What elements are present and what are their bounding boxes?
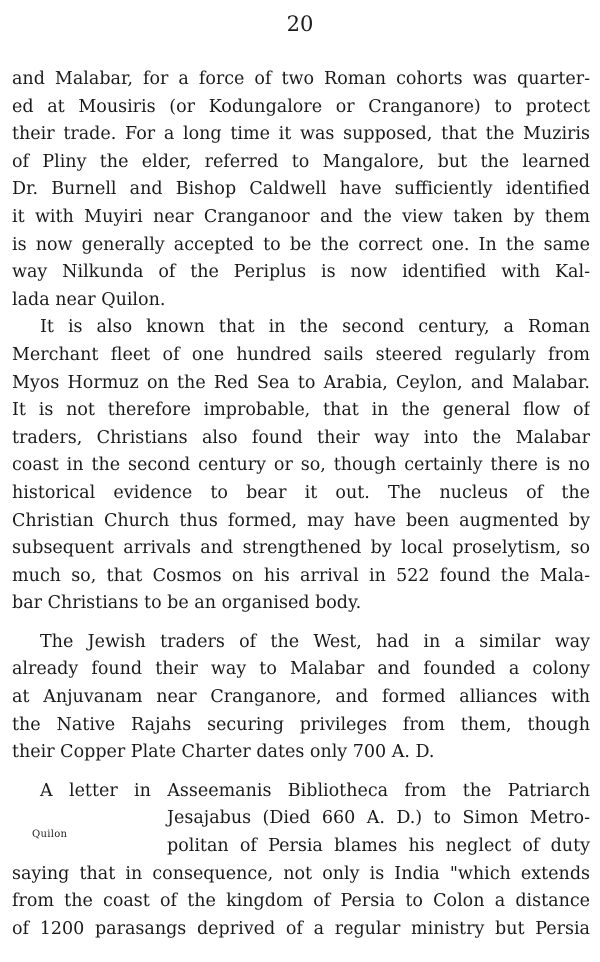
text-line: bar Christians to be an organised body. (12, 593, 362, 614)
text-line: subsequent arrivals and strengthened by local proselytism, so (12, 538, 590, 559)
text-line: and Malabar, for a force of two Roman cohorts was quarter- (12, 69, 590, 89)
text-line: way Nilkunda of the Periplus is now identified with Kal- (12, 262, 590, 283)
text-line: their trade. For a long time it was supposed, that the Muziris (12, 124, 590, 145)
paragraph-4 (12, 778, 590, 944)
text-line: Myos Hormuz on the Red Sea to Arabia, Ceylon, and Malabar. (12, 372, 590, 393)
page-number: 20 (286, 12, 314, 36)
text-line: of Pliny the elder, referred to Mangalore, but the learned (12, 151, 590, 172)
text-line: Merchant fleet of one hundred sails steered regularly from (12, 344, 590, 365)
text-line: politan of Persia blames his neglect of duty (167, 836, 590, 857)
text-line: The Jewish traders of the West, had in a similar way (40, 631, 590, 652)
text-line: their Copper Plate Charter dates only 700 A. D. (12, 742, 435, 763)
text-line: of 1200 parasangs deprived of a regular ministry but Persia (12, 918, 590, 939)
text-line: is now generally accepted to be the correct one. In the same (12, 234, 590, 255)
text-line: A letter in Asseemanis Bibliotheca from the Patriarch (40, 780, 590, 801)
text-line: coast in the second century or so, though certainly there is no (12, 455, 590, 476)
paragraph-3 (12, 629, 590, 767)
text-line: saying that in consequence, not only is India "which extends (12, 863, 590, 884)
margin-note: Quilon (32, 829, 68, 840)
body-text (12, 66, 590, 943)
text-line: historical evidence to bear it out. The nucleus of the (12, 482, 590, 503)
text-line: already found their way to Malabar and founded a colony (12, 659, 590, 680)
text-line: Jesajabus (Died 660 A. D.) to Simon Metro- (167, 808, 590, 829)
text-line: the Native Rajahs securing privileges from them, though (12, 714, 590, 735)
text-line: much so, that Cosmos on his arrival in 522 found the Mala- (12, 565, 590, 586)
text-line: it with Muyiri near Cranganoor and the view taken by them (12, 206, 590, 227)
text-line: It is not therefore improbable, that in the general flow of (12, 400, 590, 421)
text-line: from the coast of the kingdom of Persia to Colon a distance (12, 891, 590, 912)
paragraph-2 (12, 314, 590, 618)
text-line: It is also known that in the second century, a Roman (40, 317, 590, 338)
text-line: ed at Mousiris (or Kodungalore or Cranganore) to protect (12, 96, 590, 117)
paragraph-1 (12, 66, 590, 314)
text-line: traders, Christians also found their way into the Malabar (12, 427, 590, 448)
text-line: at Anjuvanam near Cranganore, and formed alliances with (12, 687, 590, 708)
text-line: Dr. Burnell and Bishop Caldwell have sufficiently identified (12, 179, 590, 200)
text-line: Christian Church thus formed, may have been augmented by (12, 510, 590, 531)
text-line: lada near Quilon. (12, 289, 166, 310)
